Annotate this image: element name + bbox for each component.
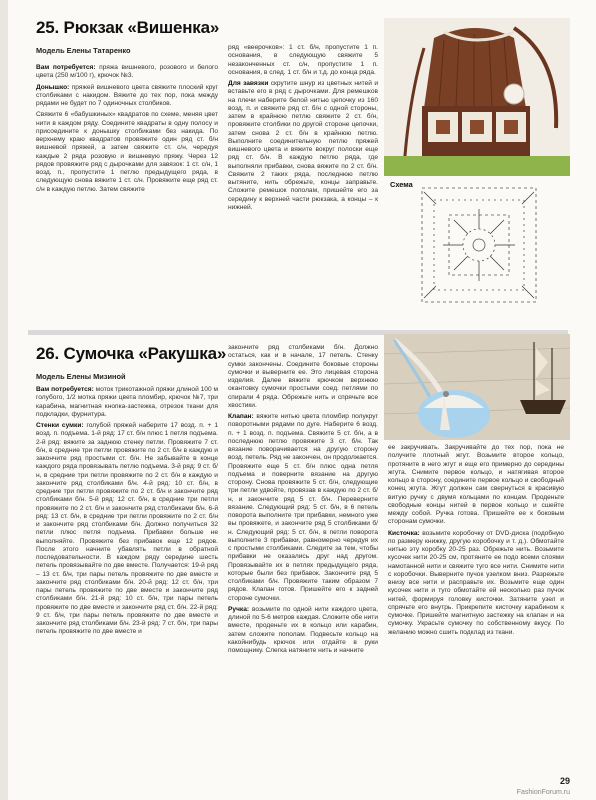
section-26-column-1 bbox=[36, 386, 218, 786]
paragraph-lead: Вам потребуется: bbox=[36, 64, 96, 71]
paragraph bbox=[388, 530, 564, 637]
section-25-column-2 bbox=[228, 44, 378, 330]
section-26-title: 26. Сумочка «Ракушка» bbox=[36, 344, 227, 363]
paragraph bbox=[36, 422, 218, 637]
page-number: 29 bbox=[559, 776, 570, 786]
section-26-author: Модель Елены Мизиной bbox=[36, 372, 126, 381]
paragraph-text: скрутите шнур из цветных нитей и вставьте его в ряд с дырочками. Для ремешков на плечи наберите белой нитью цепочку из 160 возд. п. и свяжите ряд ст. б/н с одной стороны, затем в крайнюю петлю свяжите 2 ст. б/н, провяжите столбики по другой стороне цепочки, затем снова 2 ст. б/н в крайнюю петлю. Выполните соединительную петлю пряжей вишневого цвета и вяжите вокруг полоски еще ряд ст. б/н. В каждую петлю ряда, где выполняли прибавки, снова вяжите по 2 ст. б/н. Свяжите 2 таких ряда, последнюю петлю вытяните, нить обрежьте, концы заправьте. Сложите ремешок пополам, пришейте его за середину к верхней части рюкзака, а концы – к нижней. bbox=[228, 80, 378, 211]
section-25-column-1 bbox=[36, 64, 218, 326]
paragraph-lead: Ручка: bbox=[228, 605, 250, 613]
backpack-photo bbox=[384, 18, 570, 176]
paragraph bbox=[388, 444, 564, 527]
paragraph-lead: Стенки сумки: bbox=[36, 422, 84, 429]
granny-square-scheme bbox=[416, 184, 542, 306]
paragraph-lead: Клапан: bbox=[228, 413, 254, 420]
section-25-author: Модель Елены Татаренко bbox=[36, 46, 131, 55]
paragraph-lead: Донышко: bbox=[36, 83, 70, 91]
paragraph-lead: Кисточка: bbox=[388, 529, 420, 537]
paragraph-text: голубой пряжей наберите 17 возд. п. + 1 возд. п. подъема. 1-й ряд: 17 ст. б/н плюс 1 петля подъема. 2-й ряд: вяжите за заднюю стенку петли. Провяжите 7 ст. б/н, в средние три петли провяжите по 2 ст. б/н в каждую и закончите ряд простыми ст. б/н. Не забывайте в конце каждого ряда провязывать петлю подъема. 3-й ряд: 9 ст. б/н, в средние три петли провяжите по 2 ст. б/н в каждую и закончите ряд столбиками б/н. 4-й ряд: 10 ст. б/н, в средние три петли провяжите по 2 ст. б/н и закончите ряд столбиками б/н. 5-й ряд: 12 ст. б/н, в средние три петли провяжите по 2 ст. б/н и закончите ряд столбиками б/н. 6-й ряд: 13 ст. б/н, в средние три петли провяжите по 2 ст. б/н и закончите ряд столбиками б/н. Должно получиться 32 петли плюс петля подъема. Прибавки больше не выполняйте. Провяжите без прибавок еще 12 рядов. После этого начните убавлять петли в обратной последовательности. В каждом ряду середине шесть петель провязывайте по две вместе. Получается: 19-й ряд – 13 ст. б/н, три пары петель провяжите по две вместе и закончите ряд столбиками б/н. 20-й ряд: 12 ст. б/н, три пары петель провяжите по две вместе и закончите ряд столбиками б/н. 21-й ряд: 10 ст. б/н, три пары петель провяжите по две вместе и закончите ряд ст. б/н. 22-й ряд: 9 ст. б/н, три пары петель провяжите по две вместе и закончите ряд столбиками б/н. 23-й ряд: 7 ст. б/н, три пары петель провяжите по две вместе и bbox=[36, 422, 218, 636]
paragraph-text: вяжите нитью цвета пломбир полукруг поворотными рядами по дуге. Наберите 6 возд. п. + 1 возд. п. подъема. Свяжите 5 ст. б/н, а в последнюю петлю провяжите 3 ст. б/н. Так вязание поворачивается на другую сторону возд. петель. Ряд не закончен, он продолжается. Провяжите еще 5 ст. б/н плюс одна петля подъема и поверните вязание на другую сторону. Снова провяжите 5 ст. б/н, следующие три петли удвойте, провязав в каждую по 2 ст. б/н, и закончите ряд 5 ст. б/н. Переверните вязание. Следующий ряд: 5 ст. б/н, в 6 петель поворота выполните три прибавки, немного уже вы провяжете, и закончите ряд 5 столбиками б/н. Следующий ряд: 5 ст. б/н, в петли поворота выполните 3 прибавки, равномерно чередуя их с простыми столбиками. Следите за тем, чтобы прибавки не оказались друг над другом. Провязывайте их в петлях предыдущего ряда, которые были без прибавок. Закончите ряд 5 столбиками б/н. Провяжите таким образом 7 рядов. Клапан готов. Пришейте его к задней стороне сумочки. bbox=[228, 413, 378, 602]
shell-bag-photo bbox=[384, 334, 570, 440]
paragraph-text: пряжей вишневого цвета свяжите плоский круг столбиками с накидом. Вяжите до тех пор, пока между рядами не будет по 7 одиночных столбиков. bbox=[36, 83, 218, 107]
paragraph bbox=[228, 44, 378, 77]
paragraph-text: ее закручивать. Закручивайте до тех пор, пока не получите плотный жгут. Возьмите второе кольцо, протяните в него жгут и еще его примерно до середины жгута. Снимите первое кольцо, и натягивая второе кольцо в сторону, соедините первое кольцо и свободный конец жгута. Жгут должен сам свернуться в красивую витую ручку с двумя кольцами по концам. Проденьте свободные концы нитей в первое кольцо и сшейте между собой. Ручка готова. Пришейте ее к боковым сторонам сумочки. bbox=[388, 444, 564, 526]
paragraph bbox=[228, 413, 378, 603]
paragraph bbox=[36, 64, 218, 81]
paragraph-text: закончите ряд столбиками б/н. Должно остаться, как и в начале, 17 петель. Стенку сумки закончены. Соедините боковые стороны сумочки и выверните ее. Это лицевая сторона изделия. Далее вяжите крючком верхнюю окантовку сумочки простыми соед. петлями по спирали 4 ряда. Обрежьте нить и спрячьте все хвостики. bbox=[228, 344, 378, 409]
paragraph-text: возьмите коробочку от DVD-диска (подобную по размеру книжку, другую коробочку и т. д.). Обмотайте нитью эту коробку 20-25 раз. Обрежьте нить. Возьмите кусочек нити 20-25 см, протяните ее подо всеми слоями намотанной нити и свяжите туго все нити. Снимите нити с коробочки. Выверните пучок узелком вниз. Разрежьте внизу все нити и расправьте их. Возьмите еще один кусочек нити и туго обмотайте ей несколько раз пучок нитей, формируя головку кисточки. Затяните узел и спрячьте его внутрь. Прикрепите кисточку карабином к сумочке. Пришейте магнитную застежку на клапан и на сумочку. Украсьте сумочку по собственному вкусу. По желанию можно сшить подклад из ткани. bbox=[388, 529, 564, 636]
paragraph-text: ряд «веерочков»: 1 ст. б/н, пропустите 1 п. основания, в следующую свяжите 5 незаконченных ст. с/н, пропустите 1 п. основания, в след. 1 ст. б/н и т.д. до конца ряда. bbox=[228, 44, 378, 76]
watermark: FashionForum.ru bbox=[516, 789, 570, 796]
paragraph-text: возьмите по одной нити каждого цвета, длиной по 5-6 метров каждая. Сложите обе нити вместе, проденьте их в кольцо или карабин, затем сложите пополам. Подвесьте кольцо на какойнибудь крючок или отдайте в руки помощнику. Слегка натяните нить и начните bbox=[228, 605, 378, 654]
paragraph bbox=[228, 606, 378, 656]
paragraph bbox=[36, 84, 218, 109]
page-edge bbox=[0, 0, 8, 800]
section-25-title: 25. Рюкзак «Вишенка» bbox=[36, 18, 220, 37]
paragraph bbox=[228, 344, 378, 410]
paragraph-text: пряжа вишневого, розового и белого цвета (250 м/100 г), крючок №3. bbox=[36, 64, 218, 80]
paragraph bbox=[36, 386, 218, 419]
paragraph bbox=[228, 80, 378, 212]
paragraph-lead: Для завязки bbox=[228, 80, 269, 87]
paragraph-lead: Вам потребуется: bbox=[36, 386, 94, 393]
paragraph bbox=[36, 111, 218, 194]
section-26-column-3 bbox=[388, 444, 564, 784]
paragraph-text: моток трикотажной пряжи длиной 100 м голубого, 1/2 мотка пряжи цвета пломбир, крючок №7, три карабина, магнитная кнопка-застежка, отрезок ткани для подкладки, фурнитура. bbox=[36, 386, 218, 418]
section-26-column-2 bbox=[228, 344, 378, 786]
paragraph-text: Свяжите 6 «бабушкиных» квадратов по схеме, меняя цвет нити в каждом ряду. Соедините квадраты в одну полосу и присоедините к донышку столбиками без накида. По верхнему краю квадратов провяжите один ряд ст. б/н вишневой пряжей, а затем свяжите ст. с/н, чередуя каждые 2 ряда розовую и вишневую пряжу. Через 12 рядов провяжите ряд с дырочками для завязок: 1 ст. с/н, 1 возд. п., пропустите 1 петлю предыдущего ряда, в следующую снова вяжите 1 ст. с/н. Провяжите еще ряд ст. с/н в каждую петлю. Затем свяжите bbox=[36, 111, 218, 193]
scheme-label: Схема bbox=[390, 180, 413, 189]
